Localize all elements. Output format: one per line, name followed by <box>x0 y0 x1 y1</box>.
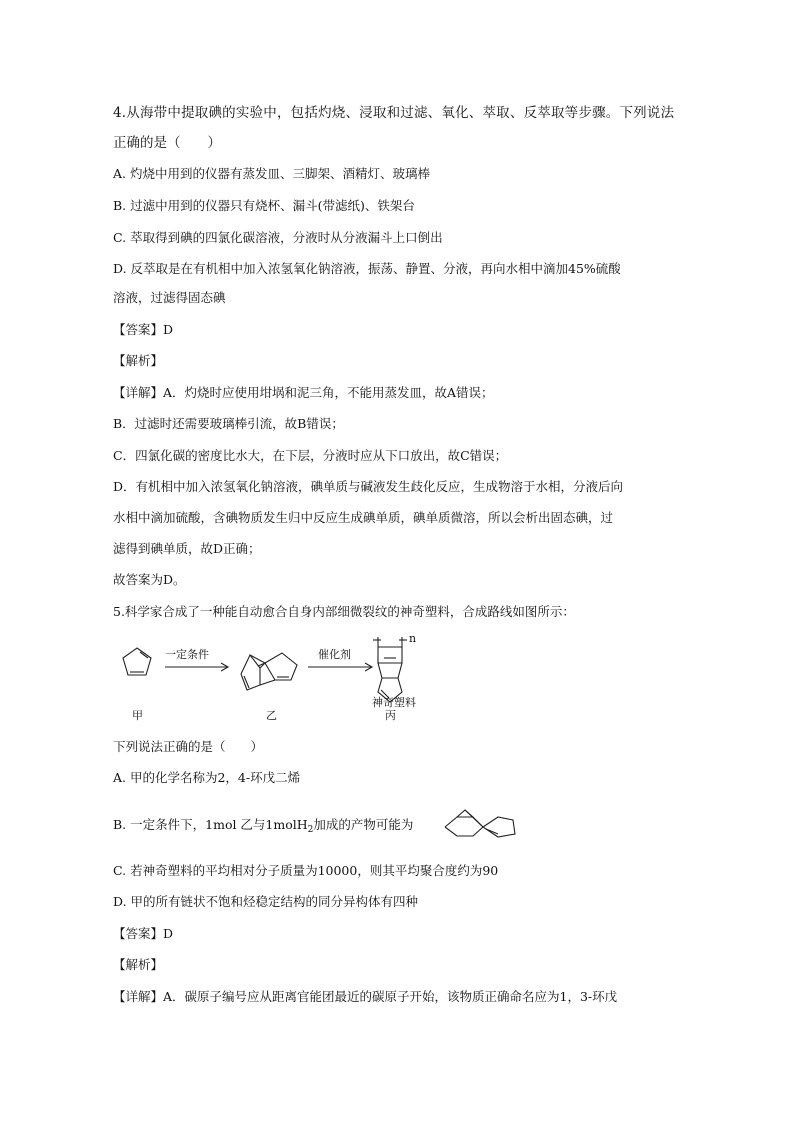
q5-stem: 5.科学家合成了一种能自动愈合自身内部细微裂纹的神奇塑料，合成路线如图所示： <box>113 604 575 619</box>
q5-option-c: C. 若神奇塑料的平均相对分子质量为10000，则其平均聚合度约为90 <box>113 863 499 878</box>
reaction-scheme <box>110 630 450 740</box>
cyclopentadiene-structure <box>123 648 151 675</box>
reaction-arrow-2 <box>308 663 372 671</box>
q4-option-d-line1: D. 反萃取是在有机相中加入浓氢氧化钠溶液，振荡、静置、分液，再向水相中滴加45%硫酸 <box>113 261 621 276</box>
q5-option-a: A. 甲的化学名称为2，4-环戊二烯 <box>113 770 301 785</box>
label-jia: 甲 <box>132 709 143 722</box>
q4-detail-c: C．四氯化碳的密度比水大，在下层，分液时应从下口放出，故C错误； <box>113 448 508 463</box>
q5-option-b-subscript: 2 <box>307 825 314 835</box>
q4-conclusion: 故答案为D。 <box>113 572 186 587</box>
q5-question: 下列说法正确的是（ ） <box>113 739 264 754</box>
q4-detail-b: B．过滤时还需要玻璃棒引流，故B错误； <box>113 416 344 431</box>
q4-detail-d-line3: 滤得到碘单质，故D正确； <box>113 541 261 556</box>
q4-detail-d-line1: D．有机相中加入浓氢氧化钠溶液，碘单质与碱液发生歧化反应，生成物溶于水相，分液后向 <box>113 479 624 494</box>
q4-answer: 【答案】D <box>113 322 174 337</box>
q4-option-d-line2: 溶液，过滤得固态碘 <box>113 290 226 305</box>
q4-detail-d-line2: 水相中滴加硫酸，含碘物质发生归中反应生成碘单质，碘单质微溶，所以会析出固态碘，过 <box>113 510 614 525</box>
label-bing: 丙 <box>385 709 396 722</box>
q5-option-d: D. 甲的所有链状不饱和烃稳定结构的同分异构体有四种 <box>113 894 419 909</box>
q5-option-b <box>113 815 413 835</box>
polymer-structure <box>373 637 407 702</box>
q5-answer: 【答案】D <box>113 926 174 941</box>
q5-option-b-tail: 加成的产物可能为 <box>313 817 414 832</box>
q5-detail-a: 【详解】A．碳原子编号应从距离官能团最近的碳原子开始，该物质正确命名应为1，3-环戊 <box>113 989 618 1004</box>
q4-detail-a: 【详解】A．灼烧时应使用坩埚和泥三角，不能用蒸发皿，故A错误； <box>113 385 494 400</box>
arrow2-label: 催化剂 <box>318 648 351 661</box>
q4-option-c: C. 萃取得到碘的四氯化碳溶液，分液时从分液漏斗上口倒出 <box>113 230 443 245</box>
q5-analysis-label: 【解析】 <box>113 957 164 972</box>
option-b-product-structure <box>443 806 523 842</box>
q4-analysis-label: 【解析】 <box>113 353 164 368</box>
q4-option-b: B. 过滤中用到的仪器只有烧杯、漏斗(带滤纸)、铁架台 <box>113 198 415 213</box>
q4-option-a: A. 灼烧中用到的仪器有蒸发皿、三脚架、酒精灯、玻璃棒 <box>113 166 430 181</box>
polymer-n-label: n <box>409 632 417 645</box>
reaction-arrow-1 <box>165 663 228 671</box>
q4-stem-line1: 4.从海带中提取碘的实验中，包括灼烧、浸取和过滤、氧化、萃取、反萃取等步骤。下列说法 <box>113 105 675 121</box>
q4-stem-line2: 正确的是（ ） <box>113 135 221 151</box>
arrow1-label: 一定条件 <box>165 648 209 661</box>
q5-option-b-text: B. 一定条件下，1mol 乙与1molH <box>113 817 308 832</box>
label-yi: 乙 <box>266 709 277 722</box>
product-name-label: 神奇塑料 <box>372 696 416 709</box>
dicyclopentadiene-structure <box>241 653 297 690</box>
